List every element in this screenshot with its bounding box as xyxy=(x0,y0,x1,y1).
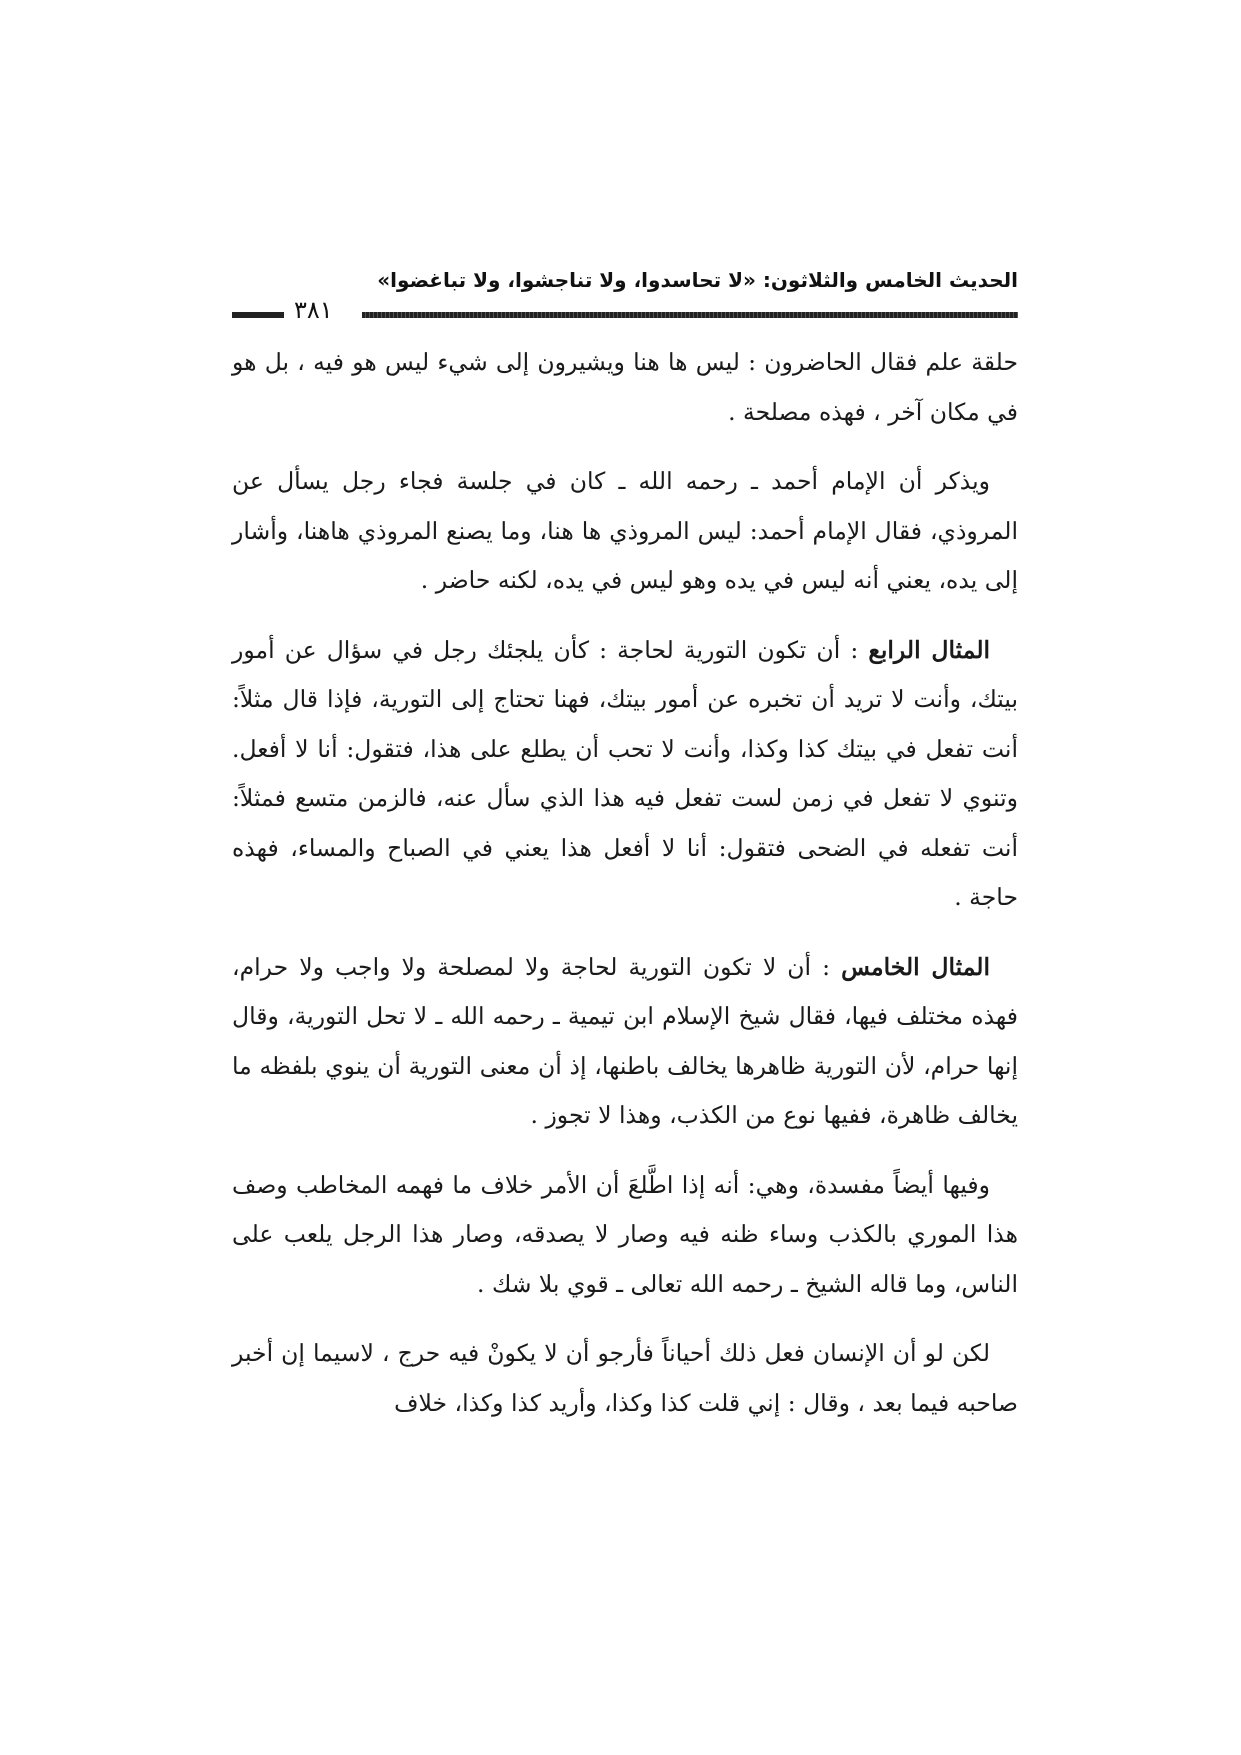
paragraph xyxy=(232,626,1018,923)
header-rule xyxy=(362,312,1018,318)
paragraph xyxy=(232,338,1018,437)
paragraph-text: حلقة علم فقال الحاضرون : ليس ها هنا ويشيرون إلى شيء ليس هو فيه ، بل هو في مكان آخر ، فهذه مصلحة . xyxy=(232,348,1018,426)
paragraph xyxy=(232,457,1018,606)
page-number: ٣٨١ xyxy=(294,296,333,324)
paragraph-lead: المثال الخامس xyxy=(841,952,990,981)
paragraph-lead: المثال الرابع xyxy=(868,635,991,664)
paragraph xyxy=(232,1161,1018,1310)
paragraph-text: لكن لو أن الإنسان فعل ذلك أحياناً فأرجو أن لا يكونْ فيه حرج ، لاسيما إن أخبر صاحبه فيما بعد ، وقال : إني قلت كذا وكذا، وأريد كذا وكذا، خلاف xyxy=(232,1339,1018,1417)
paragraph-text: : أن لا تكون التورية لحاجة ولا لمصلحة ولا واجب ولا حرام، فهذه مختلف فيها، فقال شيخ الإسلام ابن تيمية ـ رحمه الله ـ لا تحل التورية، وقال إنها حرام، لأن التورية ظاهرها يخالف باطنها، إذ أن معنى التورية أن ينوي بلفظه ما يخالف ظاهرة، ففيها نوع من الكذب، وهذا لا تجوز . xyxy=(232,952,1018,1129)
paragraph-text: : أن تكون التورية لحاجة : كأن يلجئك رجل في سؤال عن أمور بيتك، وأنت لا تريد أن تخبره عن أمور بيتك، فهنا تحتاج إلى التورية، فإذا قال مثلاً: أنت تفعل في بيتك كذا وكذا، وأنت لا تحب أن يطلع على هذا، فتقول: أنا لا أفعل. وتنوي لا تفعل في زمن لست تفعل فيه هذا الذي سأل عنه، فالزمن متسع فمثلاً: أنت تفعله في الضحى فتقول: أنا لا أفعل هذا يعني في الصباح والمساء، فهذه حاجة . xyxy=(232,635,1018,911)
body-text xyxy=(232,338,1018,1448)
running-header xyxy=(232,268,1018,326)
paragraph xyxy=(232,943,1018,1141)
paragraph-text: ويذكر أن الإمام أحمد ـ رحمه الله ـ كان في جلسة فجاء رجل يسأل عن المروذي، فقال الإمام أحمد: ليس المروذي ها هنا، وما يصنع المروذي هاهنا، وأشار إلى يده، يعني أنه ليس في يده وهو ليس في يده، لكنه حاضر . xyxy=(232,467,1018,594)
page-number-rule xyxy=(232,312,284,318)
paragraph-text: وفيها أيضاً مفسدة، وهي: أنه إذا اطَّلعَ أن الأمر خلاف ما فهمه المخاطب وصف هذا الموري بالكذب وساء ظنه فيه وصار لا يصدقه، وصار هذا الرجل يلعب على الناس، وما قاله الشيخ ـ رحمه الله تعالى ـ قوي بلا شك . xyxy=(232,1170,1018,1298)
chapter-title: الحديث الخامس والثلاثون: «لا تحاسدوا، ولا تناجشوا، ولا تباغضوا» xyxy=(377,268,1018,292)
paragraph xyxy=(232,1329,1018,1428)
